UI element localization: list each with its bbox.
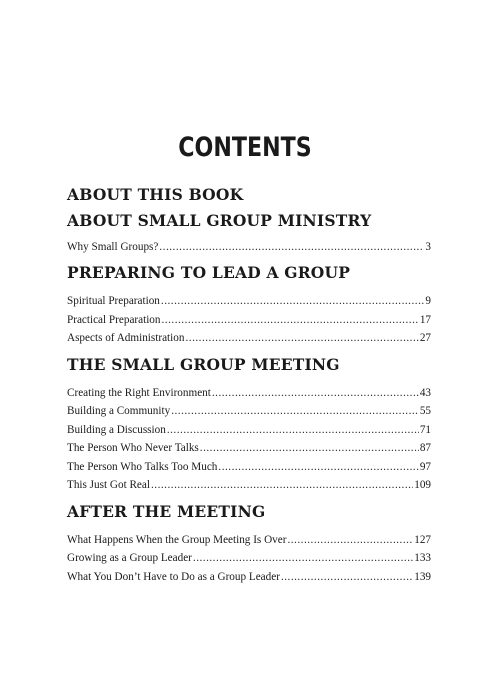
toc-entry-page: 9 — [425, 295, 431, 307]
dot-leader — [185, 331, 418, 345]
toc-entry-page: 27 — [419, 332, 431, 344]
toc-entry[interactable] — [67, 478, 431, 492]
toc-entry-label: What Happens When the Group Meeting Is Over — [67, 534, 287, 546]
toc-entry-label: Spiritual Preparation — [67, 295, 160, 307]
toc-entry[interactable] — [67, 386, 431, 400]
toc-entry-label: What You Don’t Have to Do as a Group Leader — [67, 571, 280, 583]
toc-entry-page: 55 — [419, 405, 431, 417]
toc-entry-page: 3 — [425, 241, 431, 253]
dot-leader — [162, 313, 419, 327]
toc-entry-label: Practical Preparation — [67, 314, 161, 326]
toc-entry[interactable] — [67, 533, 431, 547]
toc-entry[interactable] — [67, 570, 431, 584]
section-heading-about-this-book: ABOUT THIS BOOK — [67, 185, 244, 204]
toc-entry[interactable] — [67, 331, 431, 345]
toc-entry[interactable] — [67, 404, 431, 418]
toc-entry-label: This Just Got Real — [67, 479, 150, 491]
page-title: CONTENTS — [178, 132, 312, 163]
section-heading-preparing-to-lead: PREPARING TO LEAD A GROUP — [67, 263, 351, 282]
toc-entry-page: 17 — [419, 314, 431, 326]
toc-entry-label: Aspects of Administration — [67, 332, 185, 344]
toc-entry[interactable] — [67, 441, 431, 455]
toc-entry[interactable] — [67, 460, 431, 474]
toc-entry[interactable] — [67, 294, 431, 308]
section-heading-about-small-group-ministry: ABOUT SMALL GROUP MINISTRY — [67, 211, 372, 230]
toc-entry-page: 71 — [419, 424, 431, 436]
toc-entry[interactable] — [67, 240, 431, 254]
toc-entry[interactable] — [67, 423, 431, 437]
dot-leader — [159, 240, 424, 254]
dot-leader — [167, 423, 419, 437]
section-heading-after-the-meeting: AFTER THE MEETING — [67, 502, 266, 521]
dot-leader — [151, 478, 413, 492]
toc-entry-label: Building a Discussion — [67, 424, 166, 436]
toc-entry-page: 127 — [414, 534, 431, 546]
dot-leader — [161, 294, 425, 308]
toc-entry-page: 109 — [414, 479, 431, 491]
dot-leader — [193, 551, 413, 565]
toc-entry-label: The Person Who Never Talks — [67, 442, 199, 454]
dot-leader — [287, 533, 413, 547]
dot-leader — [200, 441, 419, 455]
dot-leader — [171, 404, 419, 418]
toc-entry-label: Creating the Right Environment — [67, 387, 211, 399]
toc-entry-page: 133 — [414, 552, 431, 564]
toc-entry-label: Growing as a Group Leader — [67, 552, 192, 564]
toc-entry-page: 97 — [419, 461, 431, 473]
toc-entry-label: Building a Community — [67, 405, 171, 417]
toc-entry-label: Why Small Groups? — [67, 241, 159, 253]
dot-leader — [281, 570, 413, 584]
toc-entry[interactable] — [67, 313, 431, 327]
toc-entry-label: The Person Who Talks Too Much — [67, 461, 218, 473]
toc-entry[interactable] — [67, 551, 431, 565]
section-heading-small-group-meeting: THE SMALL GROUP MEETING — [67, 355, 340, 374]
toc-entry-page: 43 — [419, 387, 431, 399]
toc-entry-page: 87 — [419, 442, 431, 454]
toc-entry-page: 139 — [414, 571, 431, 583]
dot-leader — [212, 386, 419, 400]
dot-leader — [218, 460, 418, 474]
